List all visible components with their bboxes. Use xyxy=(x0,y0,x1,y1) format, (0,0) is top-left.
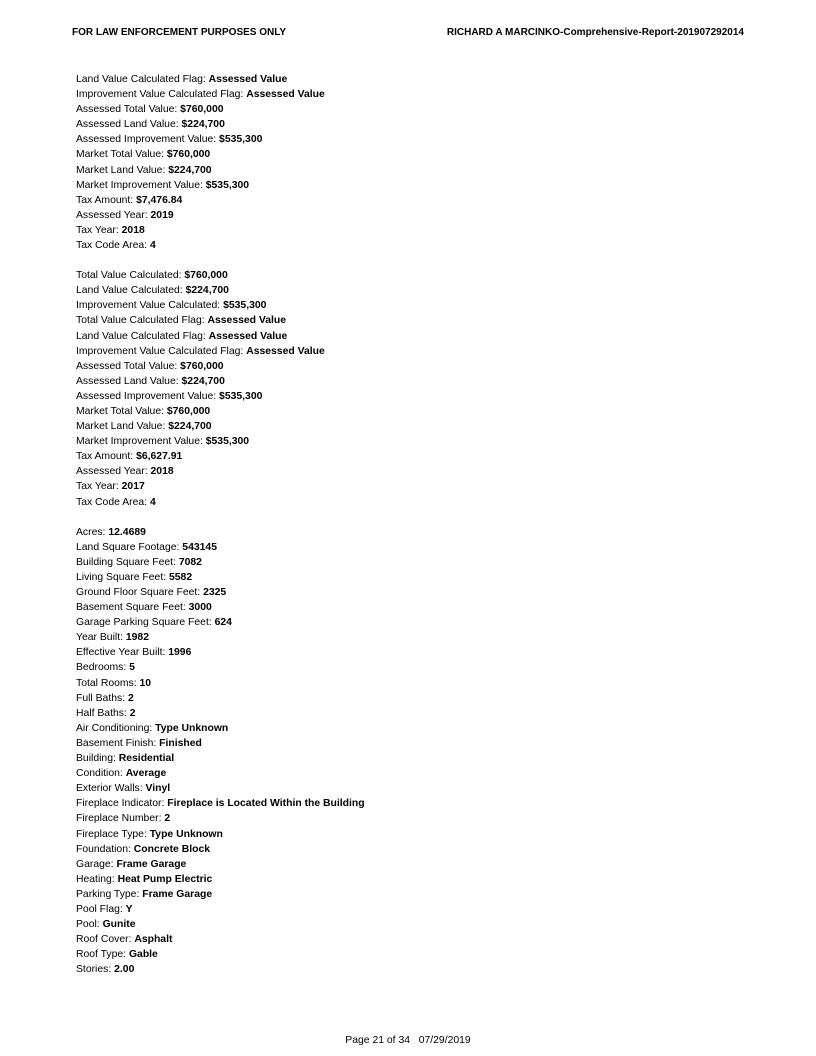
field-row xyxy=(76,962,736,977)
field-value: 624 xyxy=(214,617,232,629)
field-label: Parking Type: xyxy=(76,888,143,900)
field-label: Market Land Value: xyxy=(76,421,169,433)
field-label: Bedrooms: xyxy=(76,662,130,674)
field-label: Tax Code Area: xyxy=(76,240,150,252)
field-label: Fireplace Number: xyxy=(76,813,165,825)
field-label: Roof Cover: xyxy=(76,934,135,946)
field-row xyxy=(76,736,736,751)
field-value: Frame Garage xyxy=(142,888,213,900)
field-row xyxy=(76,796,736,811)
field-label: Assessed Land Value: xyxy=(76,119,182,131)
field-label: Assessed Improvement Value: xyxy=(76,390,220,402)
field-label: Market Total Value: xyxy=(76,405,167,417)
field-row xyxy=(76,857,736,872)
field-label: Basement Finish: xyxy=(76,737,160,749)
header-classification: FOR LAW ENFORCEMENT PURPOSES ONLY xyxy=(72,27,287,38)
field-row xyxy=(76,691,736,706)
field-value: Heat Pump Electric xyxy=(117,873,213,885)
field-group xyxy=(76,72,736,253)
field-value: $535,300 xyxy=(219,390,263,402)
field-value: Assessed Value xyxy=(207,315,287,327)
field-label: Foundation: xyxy=(76,843,134,855)
field-row xyxy=(76,117,736,132)
field-row xyxy=(76,193,736,208)
field-value: $760,000 xyxy=(180,360,224,372)
field-value: 5 xyxy=(129,662,135,674)
field-label: Effective Year Built: xyxy=(76,647,169,659)
field-value: 7082 xyxy=(178,556,202,568)
field-value: 1996 xyxy=(168,647,192,659)
field-value: Assessed Value xyxy=(246,345,325,357)
field-label: Fireplace Type: xyxy=(76,828,150,840)
field-value: Gable xyxy=(128,949,158,961)
field-row xyxy=(76,163,736,178)
field-label: Assessed Year: xyxy=(76,466,151,478)
field-value: 2 xyxy=(129,707,136,719)
header-report-title: RICHARD A MARCINKO-Comprehensive-Report-201907292014 xyxy=(446,27,744,38)
field-group xyxy=(76,525,736,978)
field-label: Roof Type: xyxy=(76,949,129,961)
field-label: Air Conditioning: xyxy=(76,722,156,734)
field-value: 2.00 xyxy=(114,964,135,976)
field-value: 12.4689 xyxy=(108,526,146,538)
field-label: Half Baths: xyxy=(76,707,130,719)
field-value: 3000 xyxy=(188,602,212,614)
field-value: 1982 xyxy=(125,632,149,644)
field-row xyxy=(76,766,736,781)
field-label: Market Land Value: xyxy=(76,164,169,176)
field-value: $535,300 xyxy=(205,436,250,448)
field-value: 2018 xyxy=(150,466,174,478)
field-value: $535,300 xyxy=(219,134,263,146)
field-value: 2018 xyxy=(121,224,145,236)
field-row xyxy=(76,374,736,389)
field-value: 4 xyxy=(149,240,156,252)
field-value: $7,476.84 xyxy=(136,194,183,206)
field-value: $760,000 xyxy=(184,270,228,282)
field-row xyxy=(76,283,736,298)
field-label: Pool: xyxy=(76,919,103,931)
field-row xyxy=(76,87,736,102)
field-label: Condition: xyxy=(76,768,126,780)
field-label: Living Square Feet: xyxy=(76,571,169,583)
field-value: Average xyxy=(125,768,167,780)
field-label: Tax Year: xyxy=(76,481,122,493)
field-row xyxy=(76,389,736,404)
field-value: $224,700 xyxy=(185,285,229,297)
field-row xyxy=(76,827,736,842)
field-row xyxy=(76,706,736,721)
field-value: Fireplace is Located Within the Building xyxy=(167,798,365,810)
page-number: Page 21 of 34 xyxy=(345,1035,411,1046)
field-row xyxy=(76,917,736,932)
field-label: Acres: xyxy=(76,526,109,538)
field-value: Finished xyxy=(159,737,202,749)
field-value: 2 xyxy=(164,813,171,825)
field-label: Assessed Improvement Value: xyxy=(76,134,220,146)
field-row xyxy=(76,223,736,238)
field-row xyxy=(76,495,736,510)
field-value: Assessed Value xyxy=(246,89,325,101)
field-label: Assessed Total Value: xyxy=(76,360,181,372)
field-value: 5582 xyxy=(169,571,193,583)
field-label: Tax Amount: xyxy=(76,451,137,463)
field-row xyxy=(76,811,736,826)
field-label: Building: xyxy=(76,753,119,765)
field-label: Land Value Calculated: xyxy=(76,285,186,297)
field-value: Y xyxy=(125,903,133,915)
field-label: Total Value Calculated: xyxy=(76,270,185,282)
field-label: Pool Flag: xyxy=(76,903,126,915)
field-label: Stories: xyxy=(76,964,115,976)
field-label: Market Improvement Value: xyxy=(76,436,206,448)
field-value: Assessed Value xyxy=(208,74,288,85)
field-row xyxy=(76,178,736,193)
field-row xyxy=(76,419,736,434)
page-date: 07/29/2019 xyxy=(418,1035,471,1046)
field-row xyxy=(76,555,736,570)
field-label: Land Value Calculated Flag: xyxy=(76,74,209,85)
field-label: Improvement Value Calculated: xyxy=(76,300,224,312)
field-row xyxy=(76,102,736,117)
field-label: Total Rooms: xyxy=(76,677,140,689)
page-header xyxy=(72,27,744,41)
field-label: Heating: xyxy=(76,873,118,885)
field-label: Assessed Land Value: xyxy=(76,375,182,387)
field-value: $535,300 xyxy=(205,179,250,191)
field-label: Year Built: xyxy=(76,632,126,644)
field-label: Garage: xyxy=(76,858,117,870)
field-row xyxy=(76,464,736,479)
field-row xyxy=(76,600,736,615)
field-label: Land Value Calculated Flag: xyxy=(76,330,209,342)
field-row xyxy=(76,434,736,449)
field-row xyxy=(76,645,736,660)
field-row xyxy=(76,842,736,857)
page-footer xyxy=(0,1035,816,1046)
field-value: Assessed Value xyxy=(208,330,288,342)
field-label: Market Improvement Value: xyxy=(76,179,206,191)
field-value: 543145 xyxy=(182,541,217,553)
field-row xyxy=(76,344,736,359)
field-label: Full Baths: xyxy=(76,692,128,704)
field-value: Type Unknown xyxy=(149,828,223,840)
field-row xyxy=(76,404,736,419)
field-label: Land Square Footage: xyxy=(76,541,183,553)
field-value: $224,700 xyxy=(181,375,225,387)
field-value: $224,700 xyxy=(168,421,212,433)
field-label: Tax Code Area: xyxy=(76,496,150,508)
report-content xyxy=(76,72,736,992)
field-label: Garage Parking Square Feet: xyxy=(76,617,215,629)
field-row xyxy=(76,721,736,736)
field-row xyxy=(76,615,736,630)
field-value: $760,000 xyxy=(180,104,224,116)
field-row xyxy=(76,449,736,464)
field-label: Assessed Year: xyxy=(76,209,151,221)
field-value: $760,000 xyxy=(166,405,211,417)
field-value: Concrete Block xyxy=(133,843,211,855)
field-value: $760,000 xyxy=(166,149,211,161)
field-label: Total Value Calculated Flag: xyxy=(76,315,208,327)
field-value: $224,700 xyxy=(181,119,225,131)
field-value: Gunite xyxy=(102,919,136,931)
field-value: 2 xyxy=(127,692,134,704)
field-row xyxy=(76,72,736,87)
field-row xyxy=(76,630,736,645)
field-row xyxy=(76,932,736,947)
field-label: Tax Year: xyxy=(76,224,122,236)
field-row xyxy=(76,585,736,600)
field-value: Type Unknown xyxy=(155,722,229,734)
field-row xyxy=(76,268,736,283)
field-row xyxy=(76,540,736,555)
field-value: 2017 xyxy=(121,481,145,493)
field-label: Exterior Walls: xyxy=(76,783,146,795)
field-label: Assessed Total Value: xyxy=(76,104,181,116)
field-row xyxy=(76,751,736,766)
field-row xyxy=(76,329,736,344)
field-row xyxy=(76,238,736,253)
field-label: Ground Floor Square Feet: xyxy=(76,587,204,598)
field-row xyxy=(76,887,736,902)
field-value: Vinyl xyxy=(145,783,171,795)
field-label: Improvement Value Calculated Flag: xyxy=(76,345,247,357)
field-label: Improvement Value Calculated Flag: xyxy=(76,89,247,101)
field-row xyxy=(76,781,736,796)
field-row xyxy=(76,525,736,540)
field-value: 2019 xyxy=(150,209,174,221)
field-row xyxy=(76,660,736,675)
field-group xyxy=(76,268,736,510)
field-value: 2325 xyxy=(203,587,227,598)
field-value: Residential xyxy=(118,753,175,765)
field-label: Building Square Feet: xyxy=(76,556,179,568)
field-value: 10 xyxy=(139,677,152,689)
field-value: $535,300 xyxy=(223,300,267,312)
field-label: Basement Square Feet: xyxy=(76,602,189,614)
field-row xyxy=(76,298,736,313)
field-label: Market Total Value: xyxy=(76,149,167,161)
field-row xyxy=(76,359,736,374)
field-row xyxy=(76,479,736,494)
field-row xyxy=(76,132,736,147)
field-value: Asphalt xyxy=(134,934,173,946)
field-label: Tax Amount: xyxy=(76,194,137,206)
field-row xyxy=(76,676,736,691)
field-row xyxy=(76,902,736,917)
field-row xyxy=(76,147,736,162)
field-value: Frame Garage xyxy=(116,858,187,870)
field-value: 4 xyxy=(149,496,156,508)
field-row xyxy=(76,947,736,962)
field-row xyxy=(76,313,736,328)
field-value: $6,627.91 xyxy=(136,451,183,463)
field-row xyxy=(76,208,736,223)
field-label: Fireplace Indicator: xyxy=(76,798,168,810)
field-row xyxy=(76,570,736,585)
field-row xyxy=(76,872,736,887)
field-value: $224,700 xyxy=(168,164,212,176)
